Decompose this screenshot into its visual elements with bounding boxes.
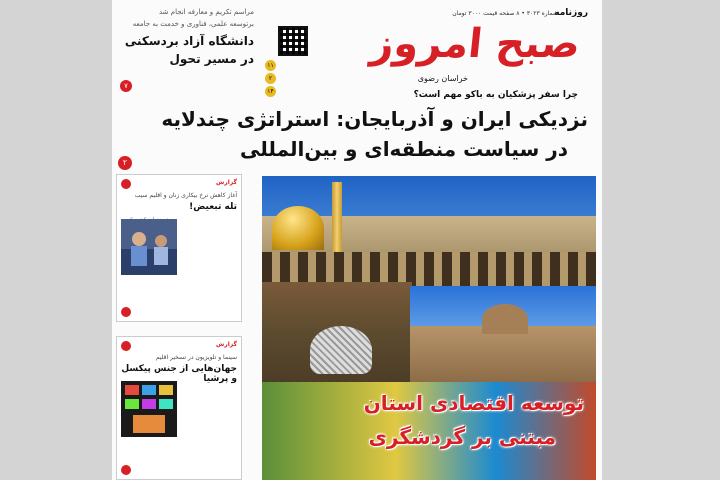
price-marker: ۱۱ [265,60,276,71]
teaser-page-badge: ۷ [120,80,132,92]
card-tag: گزارش [215,341,237,348]
teaser-title: دانشگاه آزاد بردسکنی در مسیر تحول [124,34,254,66]
sidebar-card[interactable] [116,336,242,480]
headline-page-badge: ۲ [118,156,132,170]
card-end-icon [121,465,131,475]
minaret [332,182,342,252]
teaser-small: برتوسعه علمی، فناوری و خدمت به جامعه [132,20,254,28]
teaser-kicker: مراسم تکریم و معارفه انجام شد [158,8,254,16]
main-headline [118,104,588,164]
price-markers [262,60,276,99]
caravanserai-building [410,326,596,386]
card-kicker: سینما و تلویزیون در تسخیر اقلیم [155,354,237,361]
issue-line: شماره ۳۰۲۳ • ۸ صفحه قیمت ۳۰۰۰ تومان [452,10,558,17]
newspaper-front-page [112,0,602,480]
sidebar-card[interactable] [116,174,242,322]
golden-dome [272,206,324,250]
price-marker: ۱۴ [265,86,276,97]
shrine-arches [262,252,596,286]
price-marker: ۲ [265,73,276,84]
newspaper-logo: صبح امروز [368,21,583,67]
caption-line-2: مبتنی بر گردشگری [368,425,556,449]
card-title: جهان‌هایی از جنس پیکسل و پرشیا [121,364,237,384]
tomb-monument [310,326,372,374]
headline-line-1: نزدیکی ایران و آذربایجان: استراتژی چندلایه [161,107,588,131]
card-bullet-icon [121,179,131,189]
qr-code-icon [278,26,308,56]
card-title: تله تبعیض! [189,202,237,212]
card-tag: گزارش [215,179,237,186]
tourism-photo-collage [262,176,596,480]
card-kicker: آغاز کاهش نرخ بیکاری زنان و اقلیم سیب [134,192,237,199]
page-margin-left [0,0,112,480]
masthead-teaser: چرا سفر پزشکیان به باکو مهم است؟ [413,90,578,100]
card-end-icon [121,307,131,317]
page-margin-right [602,0,720,480]
headline-line-2: در سیاست منطقه‌ای و بین‌المللی [240,137,568,161]
top-teaser-box [116,8,254,94]
masthead-subtitle: خراسان رضوی [417,74,468,83]
workers-photo [121,219,177,275]
daily-label: روزنامه [554,8,588,18]
sidebar-column [116,174,242,480]
caption-line-1: توسعه اقتصادی استان [363,391,584,415]
photo-caption [364,386,584,454]
card-bullet-icon [121,341,131,351]
tv-screens-photo [121,381,177,437]
caravanserai-dome [482,304,528,334]
